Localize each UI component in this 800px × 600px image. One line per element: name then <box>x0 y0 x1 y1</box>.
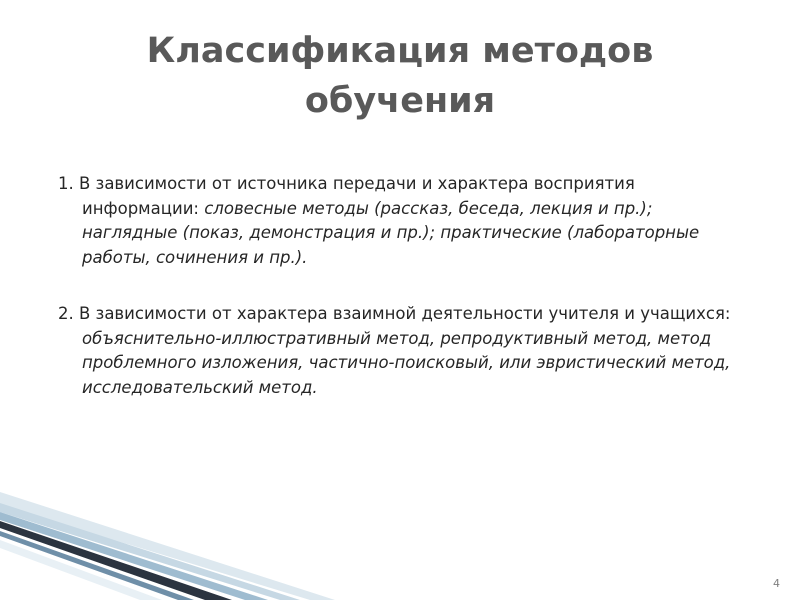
slide-title <box>0 26 800 126</box>
classification-item-1-intro: 1. В зависимости от источника передачи и характера восприятия информации: <box>58 174 635 218</box>
classification-item-2 <box>58 302 738 400</box>
classification-item-1 <box>58 172 738 270</box>
decor-stripe-pale <box>0 540 162 600</box>
decor-stripe-mid <box>0 503 300 600</box>
classification-item-2-methods: объяснительно-иллюстративный метод, репродуктивный метод, метод проблемного изложения, частично-поисковый, или эвристический метод, исследовательский метод. <box>82 328 731 397</box>
decor-stripe-dark <box>0 521 232 600</box>
slide-page-number: 4 <box>773 577 780 590</box>
decor-stripe-light <box>0 492 335 600</box>
classification-item-2-intro: 2. В зависимости от характера взаимной деятельности учителя и учащихся: <box>58 304 731 323</box>
decor-stripe-shadow <box>0 531 194 600</box>
slide-title-line-2: обучения <box>304 81 496 121</box>
slide-content <box>58 172 738 432</box>
slide-title-line-1: Классификация методов <box>146 31 654 71</box>
classification-item-1-methods: словесные методы (рассказ, беседа, лекция и пр.); наглядные (показ, демонстрация и пр.); практические (лабораторные работы, сочинения и пр.). <box>82 198 700 267</box>
decor-stripe-blue <box>0 512 268 600</box>
